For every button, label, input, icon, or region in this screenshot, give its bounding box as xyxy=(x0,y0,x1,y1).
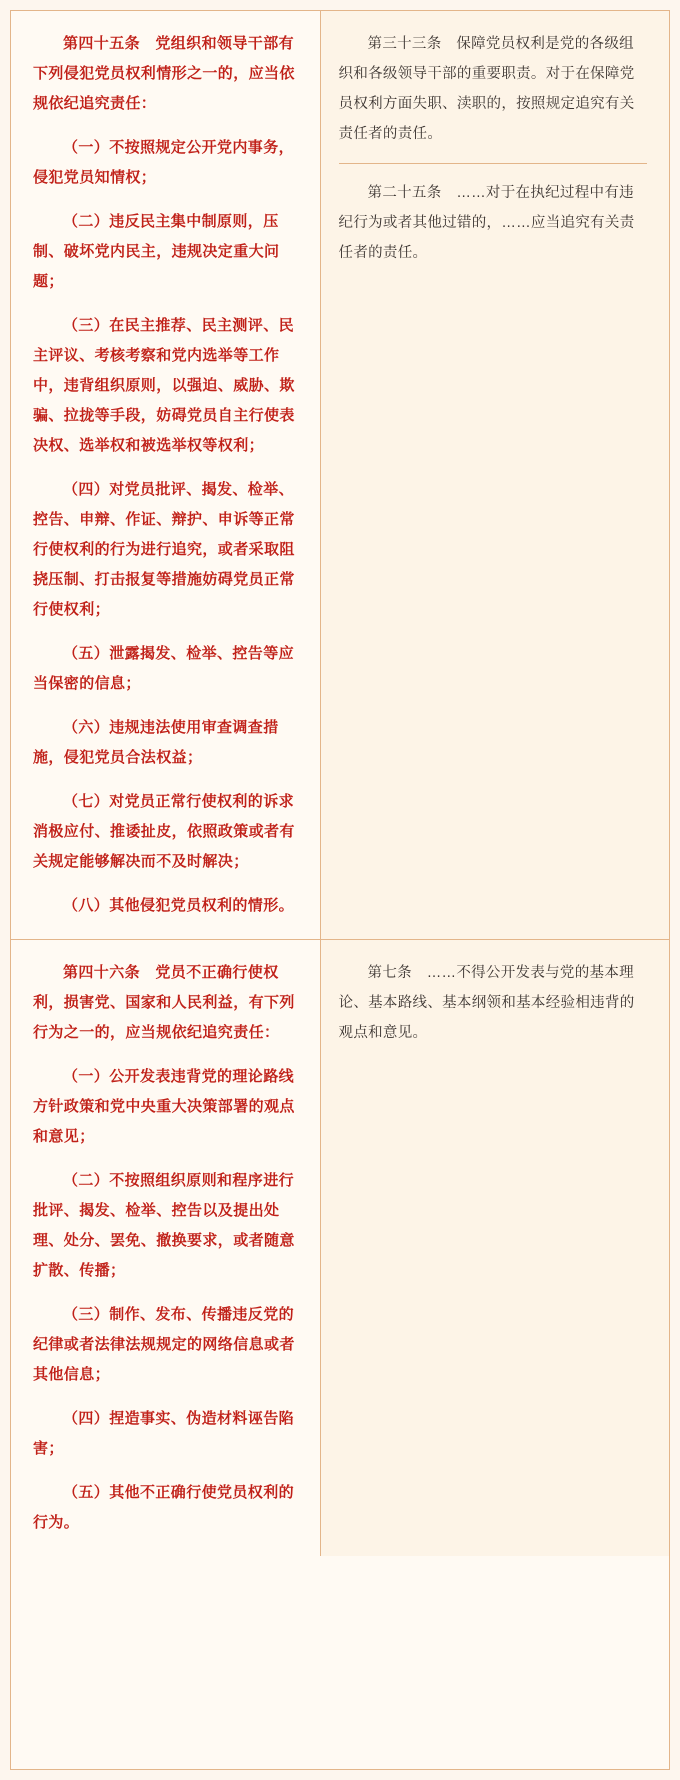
reference-text: 第三十三条 保障党员权利是党的各级组织和各级领导干部的重要职责。对于在保障党员权利方面失职、渎职的，按照规定追究有关责任者的责任。 xyxy=(338,36,635,142)
article-item: （四）捏造事实、伪造材料诬告陷害； xyxy=(33,1410,295,1457)
article-item: （一）不按照规定公开党内事务，侵犯党员知情权； xyxy=(33,139,295,186)
article-item: （五）其他不正确行使党员权利的行为。 xyxy=(33,1484,295,1531)
reference-entry xyxy=(339,29,647,164)
article-item: （二）不按照组织原则和程序进行批评、揭发、检举、控告以及提出处理、处分、罢免、撤换要求，或者随意扩散、传播； xyxy=(33,1172,295,1279)
article-item: （五）泄露揭发、检举、控告等应当保密的信息； xyxy=(33,645,295,692)
table-row xyxy=(11,940,669,1556)
reference-spacer xyxy=(339,1076,647,1538)
article-lead: 第四十五条 党组织和领导干部有下列侵犯党员权利情形之一的，应当依规依纪追究责任： xyxy=(33,35,295,112)
article-item: （六）违规违法使用审查调查措施，侵犯党员合法权益； xyxy=(33,719,279,766)
reference-text: 第七条 ……不得公开发表与党的基本理论、基本路线、基本纲领和基本经验相违背的观点和意见。 xyxy=(338,965,635,1041)
article-item: （一）公开发表违背党的理论路线方针政策和党中央重大决策部署的观点和意见； xyxy=(33,1068,295,1145)
article-item: （二）违反民主集中制原则，压制、破坏党内民主，违规决定重大问题； xyxy=(33,213,280,290)
reference-column xyxy=(321,940,669,1556)
article-item: （四）对党员批评、揭发、检举、控告、申辩、作证、辩护、申诉等正常行使权利的行为进行追究，或者采取阻挠压制、打击报复等措施妨碍党员正常行使权利； xyxy=(33,481,295,618)
reference-entry xyxy=(339,958,647,1062)
regulation-column xyxy=(11,940,321,1556)
reference-entry xyxy=(339,178,647,282)
regulation-column xyxy=(11,11,321,939)
article-item: （三）在民主推荐、民主测评、民主评议、考核考察和党内选举等工作中，违背组织原则，以强迫、威胁、欺骗、拉拢等手段，妨碍党员自主行使表决权、选举权和被选举权等权利； xyxy=(33,317,295,454)
reference-spacer xyxy=(339,296,647,921)
article-item: （三）制作、发布、传播违反党的纪律或者法律法规规定的网络信息或者其他信息； xyxy=(33,1306,295,1383)
reference-column xyxy=(321,11,669,939)
comparison-table xyxy=(10,10,670,1770)
article-item: （八）其他侵犯党员权利的情形。 xyxy=(63,897,295,914)
article-lead: 第四十六条 党员不正确行使权利，损害党、国家和人民利益，有下列行为之一的，应当规依纪追究责任： xyxy=(33,964,295,1041)
article-item: （七）对党员正常行使权利的诉求消极应付、推诿扯皮，依照政策或者有关规定能够解决而不及时解决； xyxy=(33,793,295,870)
reference-text: 第二十五条 ……对于在执纪过程中有违纪行为或者其他过错的，……应当追究有关责任者的责任。 xyxy=(338,185,635,261)
table-row xyxy=(11,11,669,940)
